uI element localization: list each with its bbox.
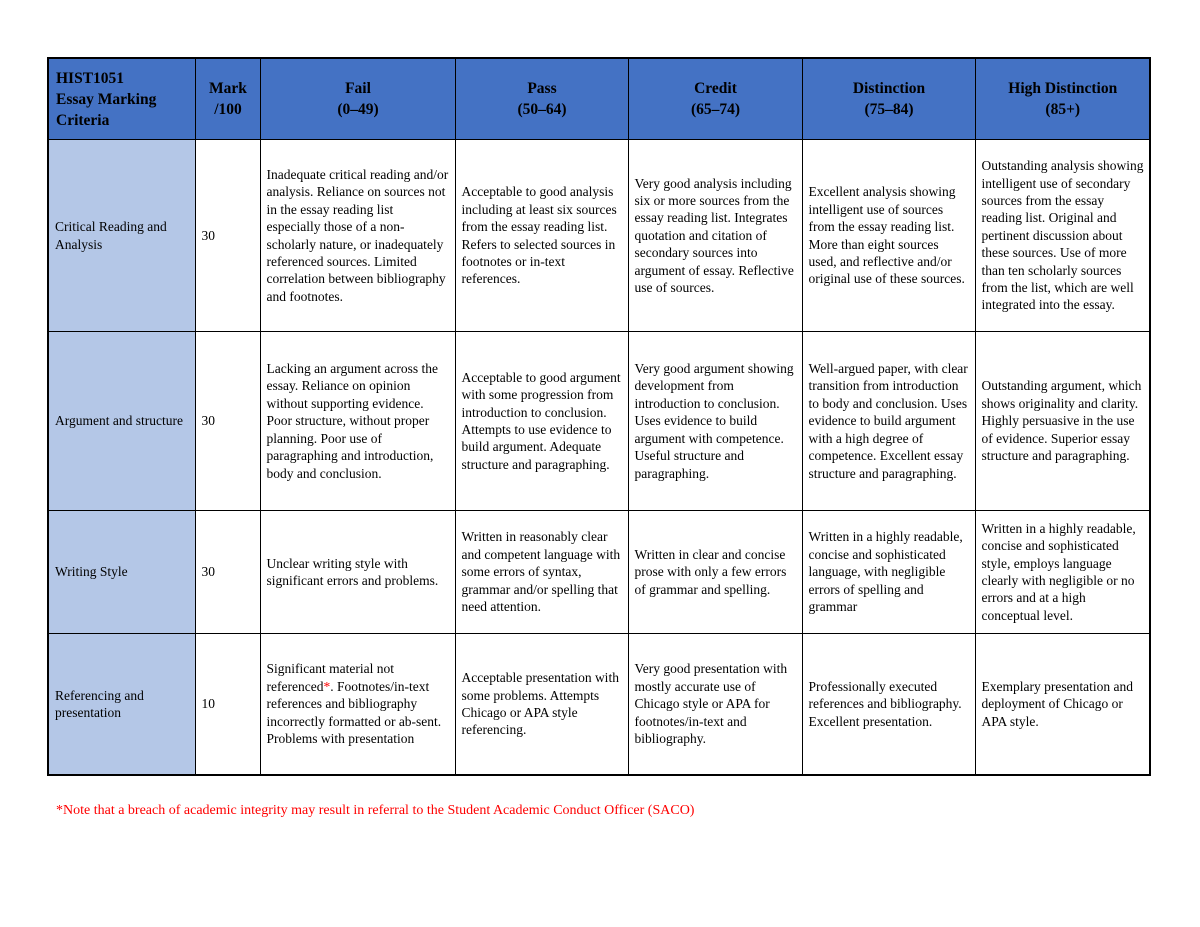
fail-descriptor: Unclear writing style with significant errors and problems. bbox=[260, 511, 455, 634]
pass-descriptor: Acceptable to good argument with some progression from introduction to conclusion. Attempts to use evidence to build argument. Adequate structure and paragraphing. bbox=[455, 332, 628, 511]
grade-range: (85+) bbox=[1045, 101, 1081, 118]
high-distinction-descriptor: Outstanding argument, which shows originality and clarity. Highly persuasive in the use of evidence. Superior essay structure and paragraphing. bbox=[975, 332, 1150, 511]
mark-cell: 30 bbox=[195, 511, 260, 634]
credit-descriptor: Written in clear and concise prose with only a few errors of grammar and spelling. bbox=[628, 511, 802, 634]
grade-header-fail bbox=[260, 58, 455, 140]
pass-descriptor: Written in reasonably clear and competent language with some errors of syntax, grammar and/or spelling that need attention. bbox=[455, 511, 628, 634]
grade-name: Pass bbox=[527, 80, 557, 97]
table-row bbox=[48, 634, 1150, 776]
pass-descriptor: Acceptable presentation with some problems. Attempts Chicago or APA style referencing. bbox=[455, 634, 628, 776]
fail-text-pre: Significant material not referenced bbox=[266, 661, 394, 694]
marking-rubric-table bbox=[47, 57, 1151, 776]
criterion-cell: Writing Style bbox=[48, 511, 195, 634]
grade-range: (75–84) bbox=[864, 101, 914, 118]
criterion-cell: Argument and structure bbox=[48, 332, 195, 511]
grade-name: Credit bbox=[694, 80, 737, 97]
grade-header-credit bbox=[628, 58, 802, 140]
grade-header-distinction bbox=[802, 58, 975, 140]
high-distinction-descriptor: Outstanding analysis showing intelligent use of secondary sources from the essay reading list. Original and pertinent discussion about these sources. Use of more than ten scholarly sources from the list, which are well integrated into the essay. bbox=[975, 140, 1150, 332]
table-row bbox=[48, 332, 1150, 511]
mark-header bbox=[195, 58, 260, 140]
table-row bbox=[48, 511, 1150, 634]
mark-cell: 10 bbox=[195, 634, 260, 776]
asterisk-mark: * bbox=[323, 678, 331, 694]
mark-header-line: Mark bbox=[209, 80, 247, 97]
credit-descriptor: Very good analysis including six or more sources from the essay reading list. Integrates quotation and citation of secondary sources into argument of essay. Reflective use of sources. bbox=[628, 140, 802, 332]
credit-descriptor: Very good argument showing development from introduction to conclusion. Uses evidence to build argument with competence. Useful structure and paragraphing. bbox=[628, 332, 802, 511]
distinction-descriptor: Excellent analysis showing intelligent use of sources from the essay reading list. More than eight sources used, and reflective and/or original use of these sources. bbox=[802, 140, 975, 332]
grade-header-pass bbox=[455, 58, 628, 140]
grade-name: Fail bbox=[345, 80, 371, 97]
high-distinction-descriptor: Exemplary presentation and deployment of Chicago or APA style. bbox=[975, 634, 1150, 776]
criterion-cell: Critical Reading and Analysis bbox=[48, 140, 195, 332]
header-row bbox=[48, 58, 1150, 140]
criterion-cell: Referencing and presentation bbox=[48, 634, 195, 776]
high-distinction-descriptor: Written in a highly readable, concise and sophisticated style, employs language clearly with negligible or no errors and at a high conceptual level. bbox=[975, 511, 1150, 634]
criteria-header-line: HIST1051 bbox=[56, 69, 125, 87]
mark-header-line: /100 bbox=[214, 101, 242, 118]
grade-range: (65–74) bbox=[690, 101, 741, 118]
distinction-descriptor: Written in a highly readable, concise and sophisticated language, with negligible errors of spelling and grammar bbox=[802, 511, 975, 634]
fail-descriptor: Lacking an argument across the essay. Reliance on opinion without supporting evidence. Poor structure, without proper planning. Poor use of paragraphing and introduction, body and conclusion. bbox=[260, 332, 455, 511]
fail-text-post: . Footnotes/in-text references and bibliography incorrectly formatted or ab-sent. Problems with presentation bbox=[266, 678, 442, 747]
grade-name: High Distinction bbox=[1008, 80, 1118, 97]
criteria-header-line: Criteria bbox=[56, 111, 110, 129]
pass-descriptor: Acceptable to good analysis including at least six sources from the essay reading list. Refers to selected sources in footnotes or in-text references. bbox=[455, 140, 628, 332]
grade-header-high-distinction bbox=[975, 58, 1150, 140]
fail-descriptor bbox=[260, 634, 455, 776]
criteria-header bbox=[48, 58, 195, 140]
fail-descriptor: Inadequate critical reading and/or analysis. Reliance on sources not in the essay reading list especially those of a non- scholarly nature, or inadequately referenced sources. Limited correlation between bibliography and footnotes. bbox=[260, 140, 455, 332]
grade-range: (50–64) bbox=[517, 101, 567, 118]
credit-descriptor: Very good presentation with mostly accurate use of Chicago style or APA for footnotes/in-text and bibliography. bbox=[628, 634, 802, 776]
mark-cell: 30 bbox=[195, 140, 260, 332]
table-row bbox=[48, 140, 1150, 332]
distinction-descriptor: Professionally executed references and bibliography. Excellent presentation. bbox=[802, 634, 975, 776]
grade-range: (0–49) bbox=[337, 101, 379, 118]
criteria-header-line: Essay Marking bbox=[56, 90, 157, 108]
academic-integrity-footnote: *Note that a breach of academic integrity may result in referral to the Student Academic Conduct Officer (SACO) bbox=[56, 803, 695, 818]
mark-cell: 30 bbox=[195, 332, 260, 511]
distinction-descriptor: Well-argued paper, with clear transition from introduction to body and conclusion. Uses evidence to build argument with a high degree of competence. Excellent essay structure and paragraphing. bbox=[802, 332, 975, 511]
grade-name: Distinction bbox=[852, 80, 926, 97]
